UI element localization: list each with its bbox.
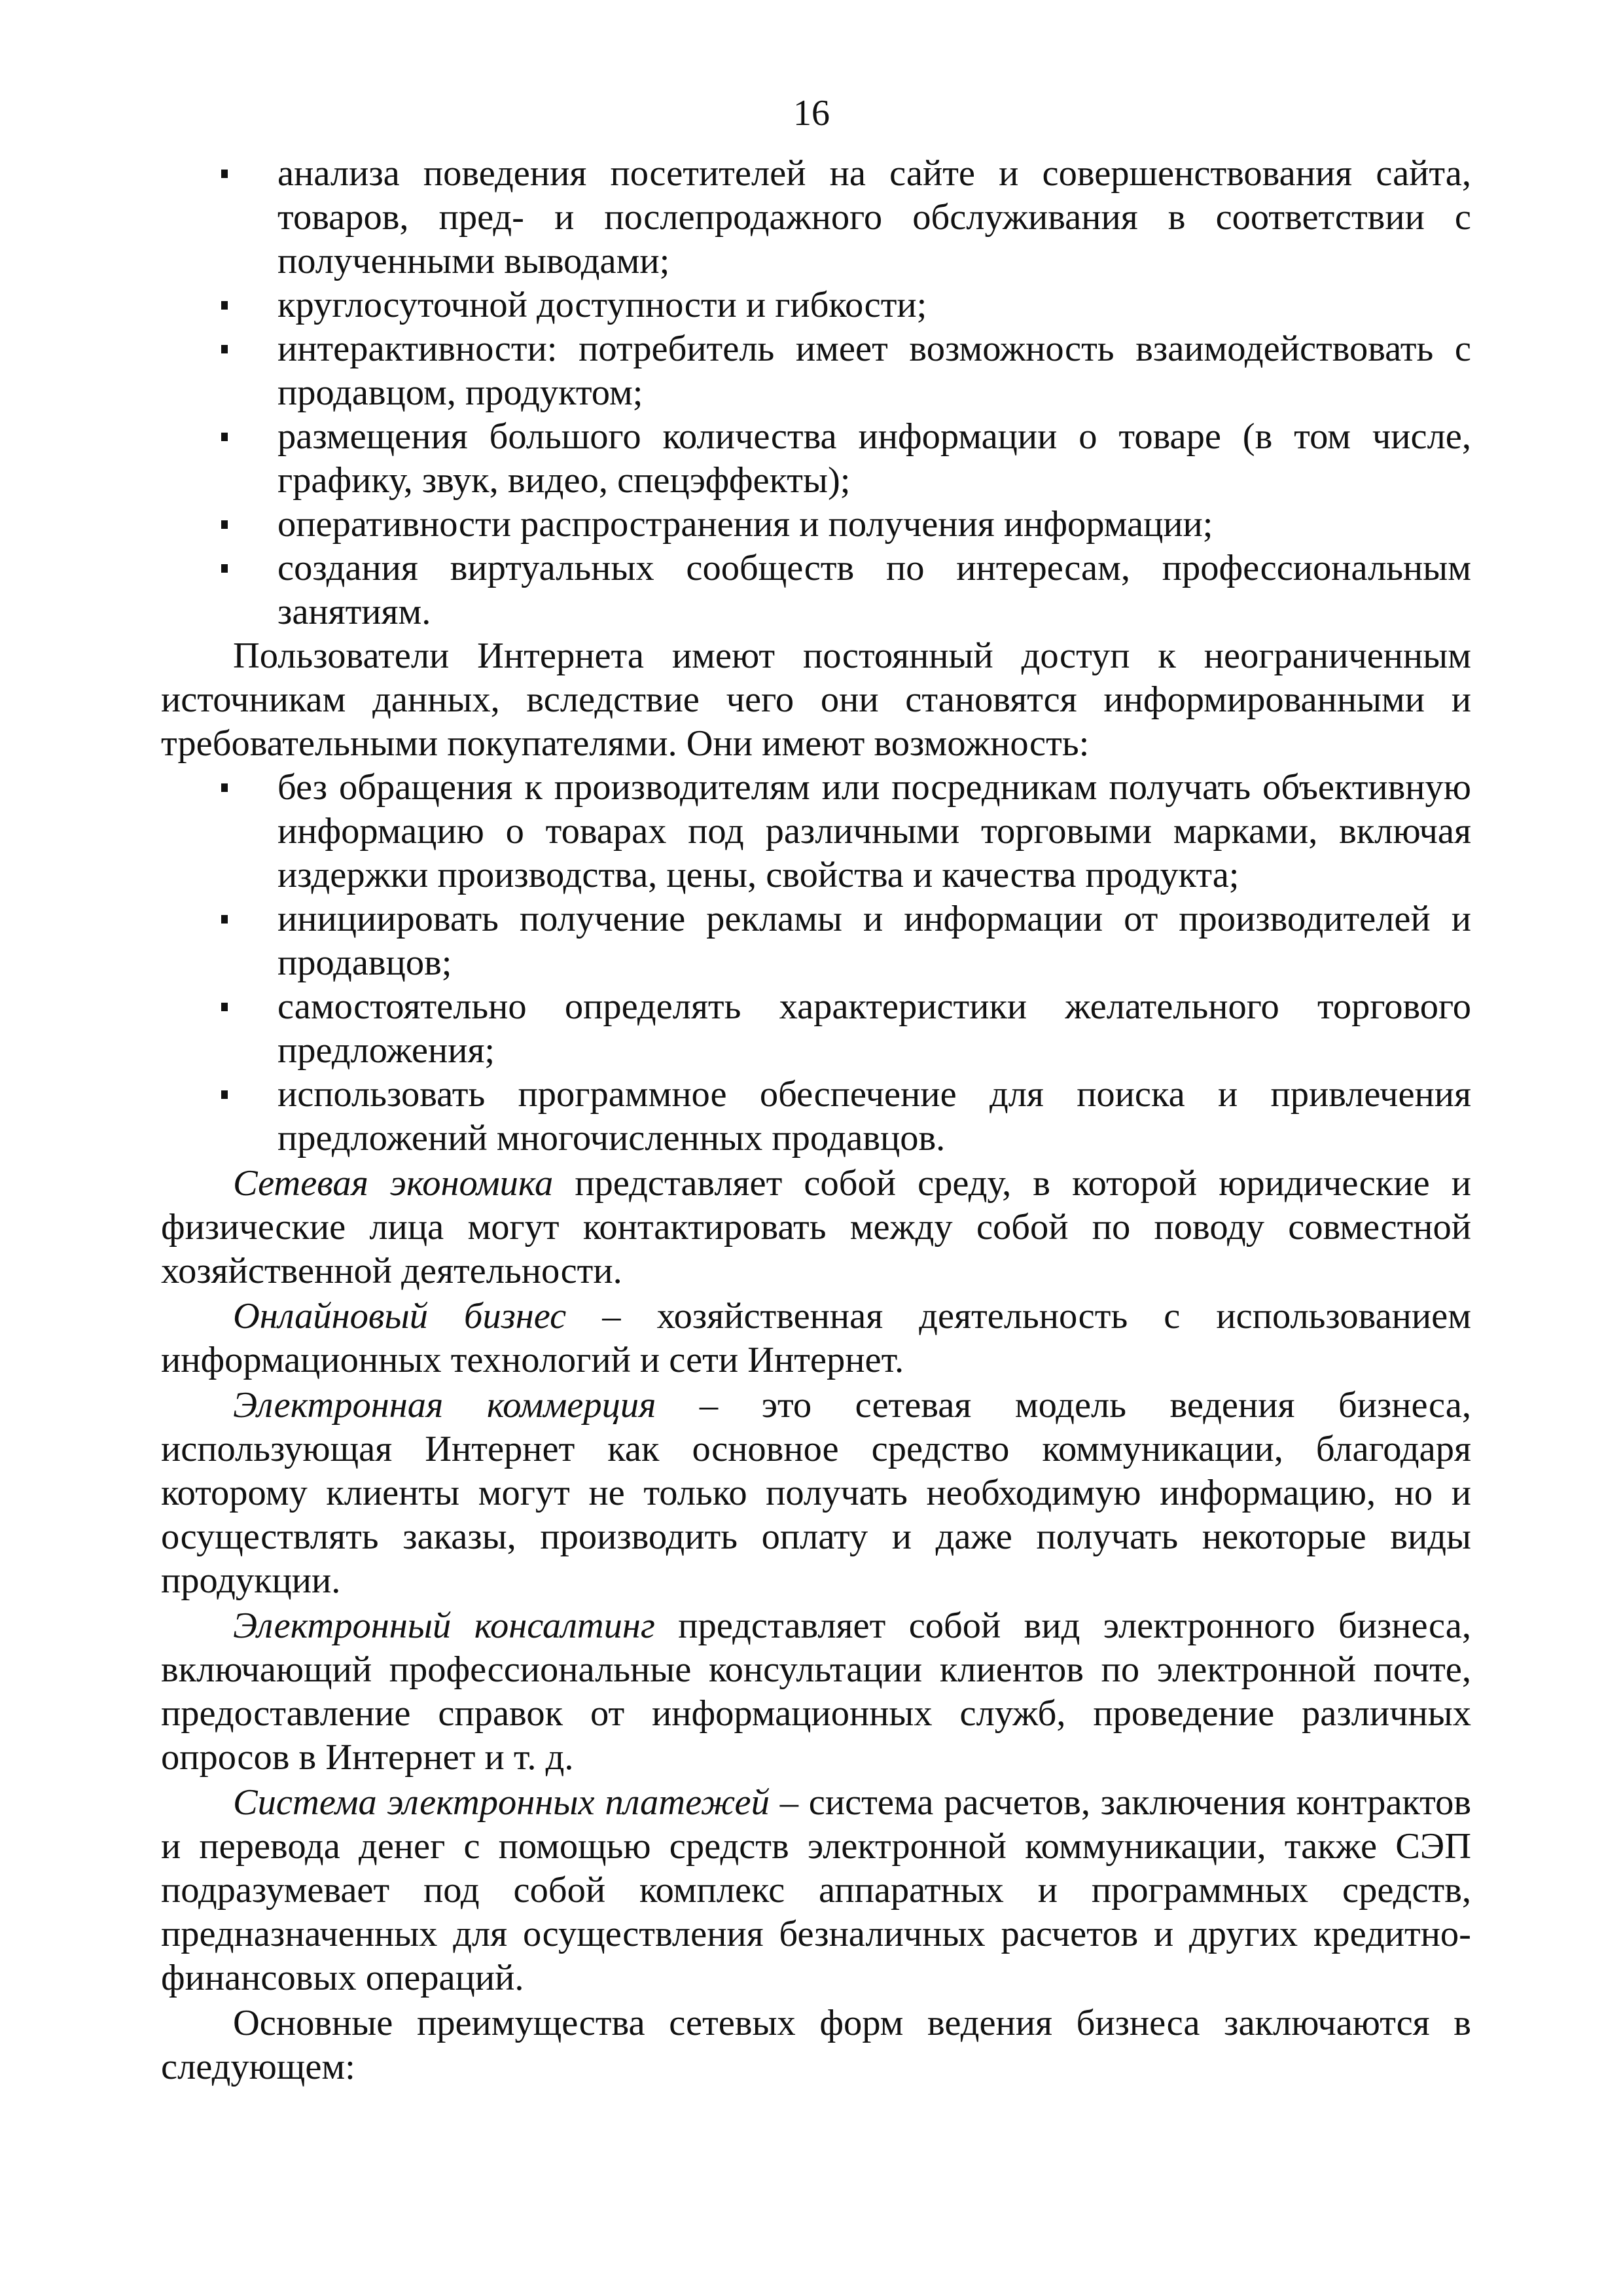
- advantages-bullet-list: [161, 152, 1471, 634]
- definition-payment-system: [161, 1781, 1471, 2000]
- list-item: использовать программное обеспечение для поиска и привлечения предложений многочисленных продавцов.: [277, 1073, 1471, 1160]
- page-number: 16: [793, 93, 830, 134]
- definition-text: – система расчетов, заключения контрактов и перевода денег с помощью средств электронной коммуникации, также СЭП подразумевает под собой комплекс аппаратных и программных средств, предназначенных для осуществления безналичных расчетов и других кредитно-финансовых операций.: [161, 1782, 1472, 1998]
- paragraph-users: Пользователи Интернета имеют постоянный доступ к неограниченным источникам данных, вследствие чего они становятся информированными и требовательными покупателями. Они имеют возможность:: [161, 636, 1471, 764]
- definition-term: Система электронных платежей: [233, 1782, 770, 1823]
- user-abilities-bullet-list: [161, 766, 1471, 1160]
- list-item: инициировать получение рекламы и информации от производителей и продавцов;: [277, 897, 1471, 985]
- list-item: круглосуточной доступности и гибкости;: [277, 283, 1471, 327]
- definition-e-commerce: [161, 1384, 1471, 1603]
- definition-text: – это сетевая модель ведения бизнеса, использующая Интернет как основное средство коммуникации, благодаря которому клиенты могут не только получать необходимую информацию, но и осуществлять заказы, производить оплату и даже получать некоторые виды продукции.: [161, 1385, 1471, 1601]
- definition-text: представляет собой среду, в которой юридические и физические лица могут контактировать между собой по поводу совместной хозяйственной деятельности.: [161, 1163, 1471, 1291]
- definition-text: – хозяйственная деятельность с использованием информационных технологий и сети Интернет.: [161, 1296, 1471, 1380]
- list-item: без обращения к производителям или посредникам получать объективную информацию о товарах под различными торговыми марками, включая издержки производства, цены, свойства и качества продукта;: [277, 766, 1471, 897]
- definition-term: Онлайновый бизнес: [233, 1296, 567, 1336]
- definition-text: представляет собой вид электронного бизнеса, включающий профессиональные консультации клиентов по электронной почте, предоставление справок от информационных служб, проведение различных опросов в Интернет и т. д.: [161, 1605, 1471, 1778]
- definition-network-economy: [161, 1162, 1471, 1293]
- definition-term: Сетевая экономика: [233, 1163, 554, 1204]
- list-item: интерактивности: потребитель имеет возможность взаимодействовать с продавцом, продуктом;: [277, 327, 1471, 415]
- page-content: [161, 152, 1471, 2089]
- list-item: создания виртуальных сообществ по интересам, профессиональным занятиям.: [277, 547, 1471, 634]
- list-item: размещения большого количества информации о товаре (в том числе, графику, звук, видео, спецэффекты);: [277, 415, 1471, 503]
- definition-term: Электронная коммерция: [233, 1385, 656, 1426]
- definition-e-consulting: [161, 1604, 1471, 1780]
- paragraph-final: Основные преимущества сетевых форм ведения бизнеса заключаются в следующем:: [161, 2003, 1471, 2087]
- definition-online-business: [161, 1295, 1471, 1382]
- definition-term: Электронный консалтинг: [233, 1605, 655, 1646]
- list-item: оперативности распространения и получения информации;: [277, 503, 1471, 547]
- list-item: самостоятельно определять характеристики желательного торгового предложения;: [277, 985, 1471, 1073]
- list-item: анализа поведения посетителей на сайте и совершенствования сайта, товаров, пред- и послепродажного обслуживания в соответствии с полученными выводами;: [277, 152, 1471, 283]
